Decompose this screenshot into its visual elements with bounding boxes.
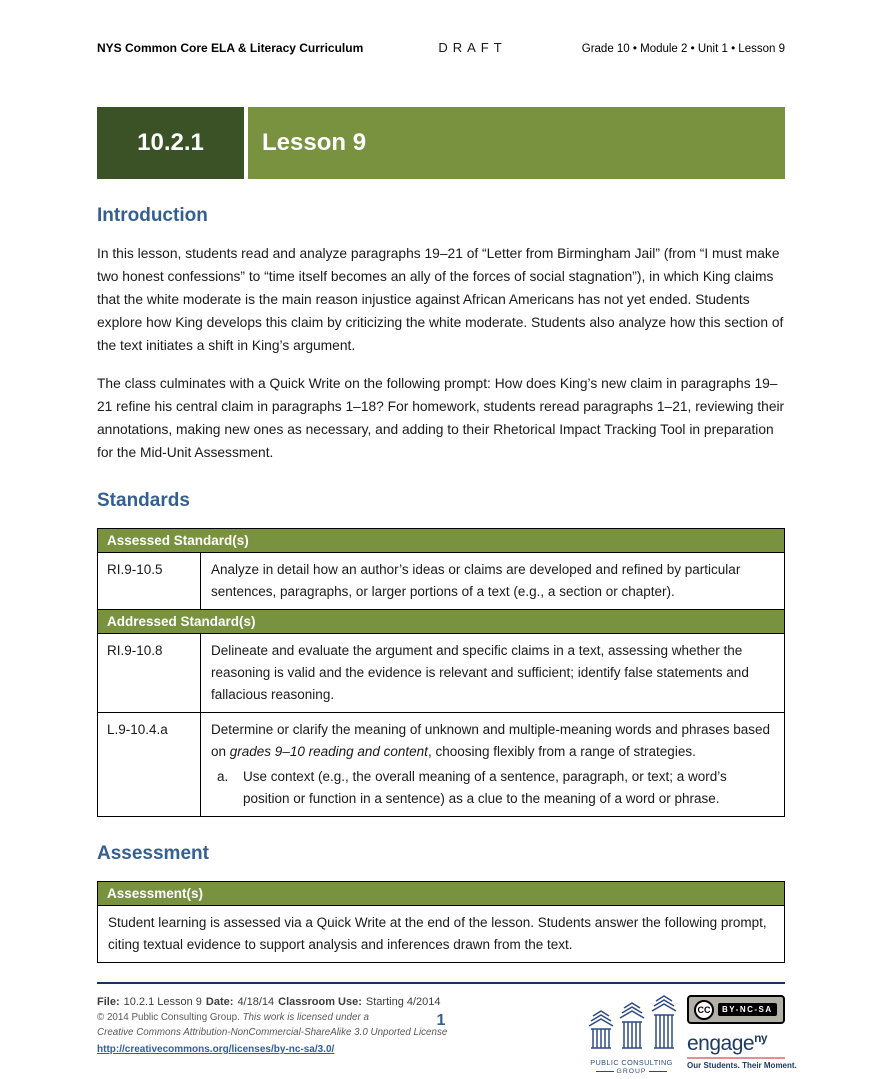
page-number: 1 — [436, 1012, 446, 1029]
table-row — [98, 529, 785, 553]
introduction-heading: Introduction — [97, 205, 208, 226]
table-row — [98, 610, 785, 634]
file-label: File: — [97, 996, 120, 1008]
pcg-name-line2 — [584, 1068, 679, 1075]
page-content — [97, 0, 785, 963]
pcg-buildings-icon — [586, 995, 678, 1052]
file-value: 10.2.1 Lesson 9 — [123, 996, 202, 1008]
table-row — [98, 713, 785, 817]
cc-license-badge — [687, 995, 785, 1024]
footer-file-line — [97, 995, 499, 1010]
standard-description: Analyze in detail how an author’s ideas or claims are developed and refined by particular sentences, paragraphs, or larger portions of a text (e.g., a section or chapter). — [201, 553, 785, 610]
header-draft-label: DRAFT — [438, 40, 507, 55]
footer-license-line: Creative Commons Attribution-NonCommercial-ShareAlike 3.0 Unported License — [97, 1027, 448, 1038]
engage-text: engage — [687, 1032, 755, 1055]
license-intro-text: This work is licensed under a — [242, 1012, 369, 1023]
standard-description — [201, 713, 785, 817]
table-row — [98, 553, 785, 610]
standard-sub-item — [211, 766, 774, 810]
footer-link-line — [97, 1040, 499, 1057]
footer-logos — [584, 995, 797, 1075]
engageny-logo — [687, 1027, 797, 1070]
standard-description: Delineate and evaluate the argument and specific claims in a text, assessing whether the reasoning is valid and the evidence is relevant and sufficient; identify false statements and fallacious reasoning. — [201, 634, 785, 713]
date-label: Date: — [205, 996, 234, 1008]
standard-code: RI.9-10.5 — [98, 553, 201, 610]
assessment-table — [97, 881, 785, 963]
lesson-banner — [97, 107, 785, 179]
pcg-group-text: GROUP — [616, 1068, 647, 1075]
copyright-text: © 2014 Public Consulting Group. — [97, 1012, 243, 1023]
introduction-paragraph-2: The class culminates with a Quick Write on the following prompt: How does King’s new claim in paragraphs 19–21 refine his central claim in paragraphs 1–18? For homework, students reread paragraphs 1–21, reviewing their annotations, making new ones as necessary, and adding to their Rhetorical Impact Tracking Tool in preparation for the Mid-Unit Assessment. — [97, 376, 785, 460]
engageny-tagline: Our Students. Their Moment. — [687, 1057, 785, 1070]
introduction-paragraph-1: In this lesson, students read and analyze paragraphs 19–21 of “Letter from Birmingham Jail” (from “I must make two honest confessions” to “time itself becomes an ally of the forces of social stagnation”), in which King claims that the white moderate is the main reason injustice against African Americans has not yet ended. Students explore how King develops this claim by criticizing the white moderate. Students also analyze how this section of the text initiates a shift in King’s argument. — [97, 246, 784, 353]
standard-code: RI.9-10.8 — [98, 634, 201, 713]
lesson-code-badge: 10.2.1 — [97, 107, 244, 179]
creative-commons-link[interactable]: http://creativecommons.org/licenses/by-nc-sa/3.0/ — [97, 1044, 335, 1055]
assessed-standards-header: Assessed Standard(s) — [98, 529, 785, 553]
lesson-title-badge: Lesson 9 — [248, 107, 785, 179]
header-lesson-breadcrumb: Grade 10 • Module 2 • Unit 1 • Lesson 9 — [581, 43, 785, 55]
classroom-label: Classroom Use: — [278, 996, 362, 1008]
table-row — [98, 906, 785, 963]
sub-item-label: a. — [217, 769, 229, 784]
page-footer — [97, 982, 797, 1075]
pcg-name-line1: PUBLIC CONSULTING — [590, 1058, 673, 1067]
standard-text-before: Determine or clarify the meaning of unknown and multiple-meaning words and phrases based on — [211, 722, 771, 759]
table-row — [98, 634, 785, 713]
sub-item-text: Use context (e.g., the overall meaning of a sentence, paragraph, or text; a word’s position or function in a sentence) as a clue to the meaning of a word or phrase. — [243, 769, 727, 806]
assessment-heading: Assessment — [97, 843, 209, 864]
cc-terms-label: BY-NC-SA — [718, 1003, 777, 1016]
pcg-logo — [584, 995, 679, 1075]
addressed-standards-header: Addressed Standard(s) — [98, 610, 785, 634]
standards-heading: Standards — [97, 490, 190, 511]
cc-engage-column — [687, 995, 797, 1070]
assessment-description: Student learning is assessed via a Quick Write at the end of the lesson. Students answer the following prompt, citing textual evidence to support analysis and inferences drawn from the text. — [98, 906, 785, 963]
standard-text-after: , choosing flexibly from a range of strategies. — [427, 744, 696, 759]
engage-ny-superscript: ny — [754, 1031, 768, 1045]
standards-table — [97, 528, 785, 817]
cc-icon: CC — [694, 1000, 714, 1020]
running-header — [97, 0, 785, 55]
table-row — [98, 882, 785, 906]
classroom-value: Starting 4/2014 — [365, 996, 441, 1008]
assessment-table-header: Assessment(s) — [98, 882, 785, 906]
header-curriculum-title: NYS Common Core ELA & Literacy Curriculum — [97, 41, 364, 55]
date-value: 4/18/14 — [237, 996, 275, 1008]
standard-code: L.9-10.4.a — [98, 713, 201, 817]
standard-text-italic: grades 9–10 reading and content — [229, 744, 428, 759]
engageny-wordmark — [687, 1027, 785, 1055]
